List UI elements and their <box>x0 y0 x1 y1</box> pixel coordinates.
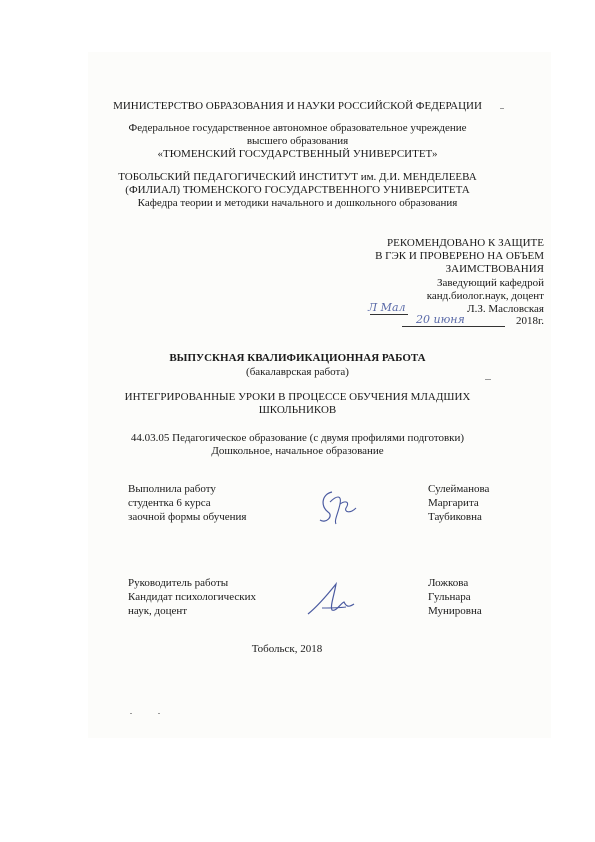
author-label-1: Выполнила работу <box>128 483 216 495</box>
approval-line-3: ЗАИМСТВОВАНИЯ <box>445 263 544 275</box>
institution-line-1: Федеральное государственное автономное образовательное учреждение <box>128 122 467 134</box>
author-name-2: Маргарита <box>428 497 479 509</box>
work-type: (бакалаврская работа) <box>246 366 349 378</box>
supervisor-label-3: наук, доцент <box>128 605 188 617</box>
work-title: ВЫПУСКНАЯ КВАЛИФИКАЦИОННАЯ РАБОТА <box>169 352 426 364</box>
author-name-3: Таубиковна <box>428 511 482 523</box>
approval-date-line <box>402 326 505 327</box>
approval-name: Л.З. Масловская <box>467 303 544 315</box>
approval-handwritten-signature: Л Мал <box>368 301 406 314</box>
supervisor-name-2: Гульнара <box>428 591 471 603</box>
supervisor-name-1: Ложкова <box>428 577 469 589</box>
ministry-line: МИНИСТЕРСТВО ОБРАЗОВАНИЯ И НАУКИ РОССИЙСКОЙ ФЕДЕРАЦИИ <box>113 100 482 112</box>
institution-line-2: высшего образования <box>246 135 349 147</box>
author-label-3: заочной формы обучения <box>128 511 247 523</box>
supervisor-name-3: Мунировна <box>428 605 482 617</box>
scan-speck <box>130 713 132 714</box>
scan-speck <box>158 713 160 714</box>
topic-line-1: ИНТЕГРИРОВАННЫЕ УРОКИ В ПРОЦЕССЕ ОБУЧЕНИЯ МЛАДШИХ <box>124 391 471 403</box>
branch-line-2: (ФИЛИАЛ) ТЮМЕНСКОГО ГОСУДАРСТВЕННОГО УНИВЕРСИТЕТА <box>125 184 470 196</box>
supervisor-signature-icon <box>304 578 360 618</box>
specialty-line-1: 44.03.05 Педагогическое образование (с двумя профилями подготовки) <box>130 432 465 444</box>
approval-signature-line <box>370 314 408 315</box>
specialty-line-2: Дошкольное, начальное образование <box>211 445 384 457</box>
approval-handwritten-date: 20 июня <box>416 313 465 326</box>
topic-line-2: ШКОЛЬНИКОВ <box>258 404 337 416</box>
approval-degree: канд.биолог.наук, доцент <box>426 290 544 302</box>
supervisor-label-2: Кандидат психологических <box>128 591 256 603</box>
author-signature-icon <box>316 486 360 528</box>
city-year: Тобольск, 2018 <box>251 643 323 655</box>
department-line: Кафедра теории и методики начального и дошкольного образования <box>137 197 458 209</box>
scan-speck <box>500 108 504 109</box>
approval-year: 2018г. <box>515 315 544 327</box>
approval-position: Заведующий кафедрой <box>437 277 544 289</box>
branch-line-1: ТОБОЛЬСКИЙ ПЕДАГОГИЧЕСКИЙ ИНСТИТУТ им. Д.И. МЕНДЕЛЕЕВА <box>118 171 477 183</box>
approval-line-2: В ГЭК И ПРОВЕРЕНО НА ОБЪЕМ <box>375 250 544 262</box>
author-label-2: студентка 6 курса <box>128 497 211 509</box>
author-name-1: Сулейманова <box>428 483 490 495</box>
supervisor-label-1: Руководитель работы <box>128 577 229 589</box>
scan-speck <box>485 379 491 380</box>
approval-line-1: РЕКОМЕНДОВАНО К ЗАЩИТЕ <box>387 237 544 249</box>
university-name: «ТЮМЕНСКИЙ ГОСУДАРСТВЕННЫЙ УНИВЕРСИТЕТ» <box>157 148 438 160</box>
